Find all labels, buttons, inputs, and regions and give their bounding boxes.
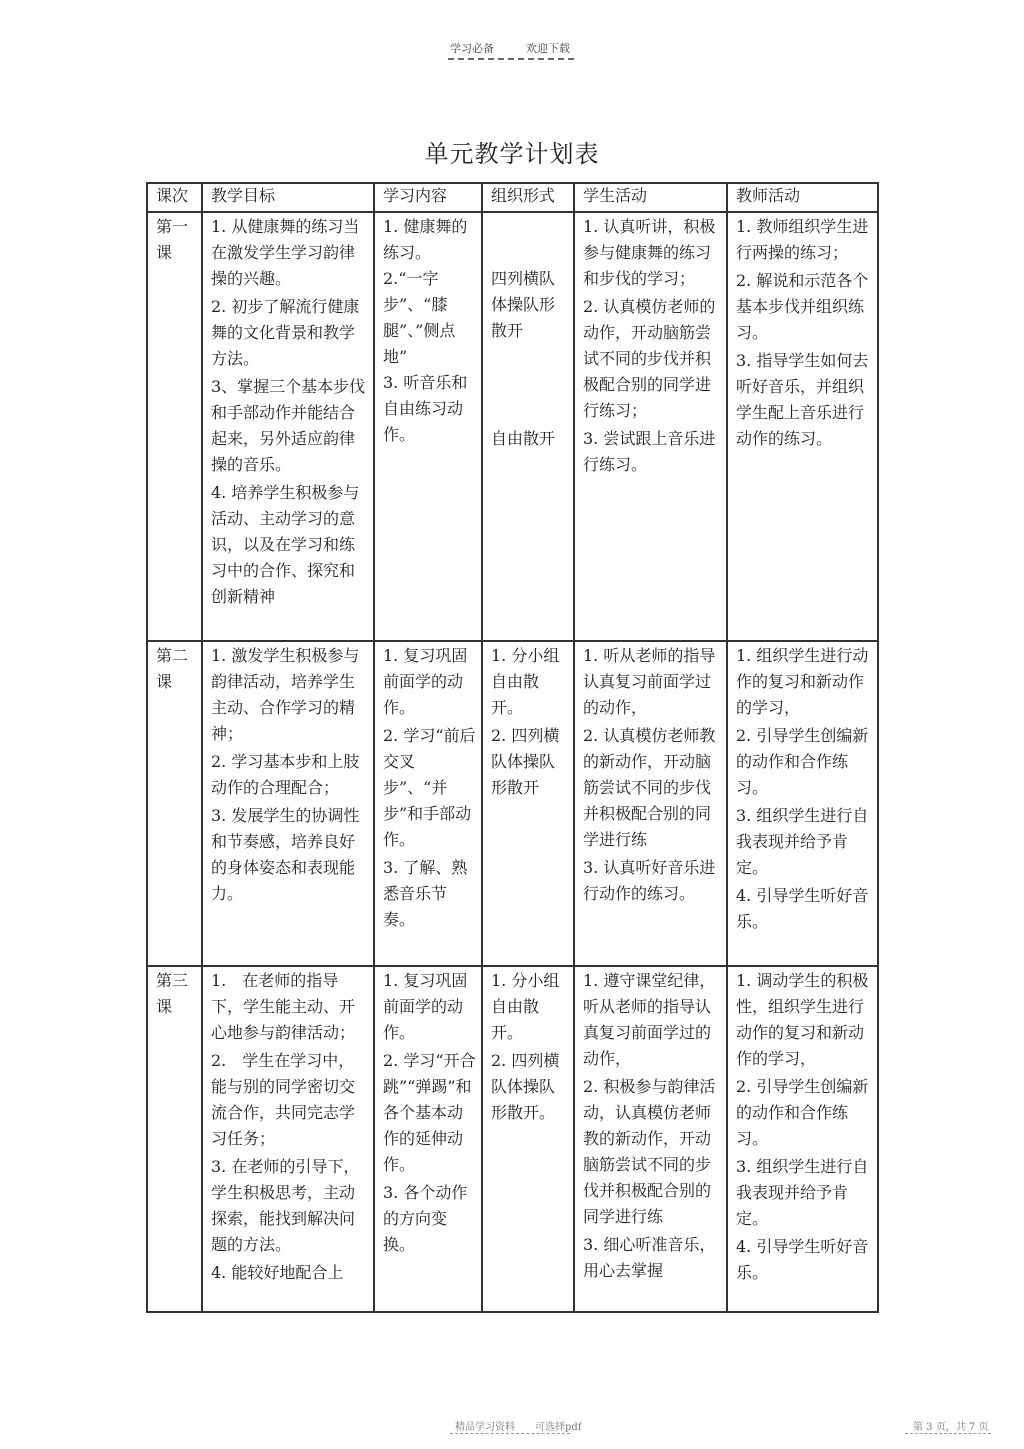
- header-rule: [448, 58, 574, 60]
- teacher-activity-item: 4. 引导学生听好音乐。: [736, 1237, 869, 1282]
- teacher-activity-item: 3. 指导学生如何去听好音乐，并组织学生配上音乐进行动作的练习。: [736, 351, 869, 448]
- content-item: 3. 各个动作的方向变换。: [383, 1183, 468, 1254]
- lesson-row-1: [147, 212, 878, 641]
- goal-item: 3. 在老师的引导下，学生积极思考，主动探索，能找到解决问题的方法。: [211, 1157, 360, 1254]
- content-item: 2. 学习“前后交叉步”、“并步”和手部动作。: [383, 726, 476, 849]
- goal-item: 1. 激发学生积极参与韵律活动，培养学生主动、合作学习的精神；: [211, 646, 360, 743]
- student-activity-item: 1. 遵守课堂纪律，听从老师的指导认真复习前面学过的动作，: [583, 971, 716, 1068]
- lesson-label: 第三课: [147, 966, 202, 1312]
- organization-item: 1. 分小组自由散开。: [491, 971, 560, 1042]
- teacher-activity-item: 3. 组织学生进行自我表现并给予肯定。: [736, 1157, 869, 1228]
- footer-left-rule: [450, 1433, 570, 1434]
- goal-item: 1. 从健康舞的练习当在激发学生学习韵律操的兴趣。: [211, 217, 360, 288]
- teacher-activity-cell: [727, 966, 878, 1312]
- content-item: 2. 学习“开合跳”“弹踢”和各个基本动作的延伸动作。: [383, 1051, 476, 1174]
- content-item: 3. 听音乐和自由练习动作。: [383, 373, 468, 444]
- lesson-label: 第一课: [147, 212, 202, 641]
- student-activity-item: 2. 认真模仿老师的动作，开动脑筋尝试不同的步伐并积极配合别的同学进行练习；: [583, 297, 716, 420]
- teacher-activity-item: 2. 引导学生创编新的动作和合作练习。: [736, 726, 869, 797]
- lesson-row-3: [147, 966, 878, 1312]
- header-lesson: 课次: [147, 183, 202, 212]
- teacher-activity-item: 1. 组织学生进行动作的复习和新动作的学习，: [736, 646, 869, 717]
- teacher-activity-cell: [727, 212, 878, 641]
- teacher-activity-item: 2. 引导学生创编新的动作和合作练习。: [736, 1077, 869, 1148]
- goals-cell: [202, 641, 374, 966]
- teacher-activity-item: 1. 调动学生的积极性，组织学生进行动作的复习和新动作的学习，: [736, 971, 869, 1068]
- teacher-activity-item: 4. 引导学生听好音乐。: [736, 886, 869, 931]
- teacher-activity-item: 2. 解说和示范各个基本步伐并组织练习。: [736, 271, 869, 342]
- goal-item: 2. 学生在学习中，能与别的同学密切交流合作，共同完志学习任务；: [211, 1051, 356, 1148]
- organization-cell: [482, 641, 574, 966]
- table-header-row: [147, 183, 878, 212]
- footer-page-number: 第 3 页，共 7 页: [913, 1422, 989, 1433]
- content-item: 2.“一字步”、“膝腿”、”侧点地”: [383, 269, 456, 366]
- header-right-text: 欢迎下载: [526, 42, 570, 55]
- header-content: 学习内容: [374, 183, 482, 212]
- goals-cell: [202, 966, 374, 1312]
- organization-cell: [482, 966, 574, 1312]
- lesson-label: 第二课: [147, 641, 202, 966]
- student-activity-item: 3. 细心听准音乐，用心去掌握: [583, 1235, 716, 1280]
- content-cell: [374, 966, 482, 1312]
- goal-item: 4. 能较好地配合上: [211, 1263, 344, 1282]
- organization-item: 四列横队体操队形散开: [491, 269, 556, 340]
- goal-item: 3、掌握三个基本步伐和手部动作并能结合起来，另外适应韵律操的音乐。: [211, 377, 366, 474]
- content-item: 1. 复习巩固前面学的动作。: [383, 646, 468, 717]
- organization-item: 2. 四列横队体操队形散开: [491, 726, 560, 797]
- teacher-activity-item: 3. 组织学生进行自我表现并给予肯定。: [736, 806, 869, 877]
- goal-item: 2. 初步了解流行健康舞的文化背景和教学方法。: [211, 297, 360, 368]
- organization-item: 自由散开: [491, 429, 556, 448]
- footer-left-text: 精品学习资料 可选择pdf: [455, 1422, 582, 1433]
- footer-right-rule: [905, 1433, 991, 1434]
- student-activity-item: 3. 认真听好音乐进行动作的练习。: [583, 858, 716, 903]
- unit-plan-table: [146, 182, 879, 1313]
- teacher-activity-item: 1. 教师组织学生进行两操的练习；: [736, 217, 869, 262]
- header-organization: 组织形式: [482, 183, 574, 212]
- goal-item: 4. 培养学生积极参与活动、主动学习的意识，以及在学习和练习中的合作、探究和创新精神: [211, 483, 360, 606]
- content-item: 3. 了解、熟悉音乐节奏。: [383, 858, 468, 929]
- content-item: 1. 复习巩固前面学的动作。: [383, 971, 468, 1042]
- student-activity-cell: [574, 212, 727, 641]
- student-activity-item: 1. 听从老师的指导认真复习前面学过的动作，: [583, 646, 716, 717]
- header-goals: 教学目标: [202, 183, 374, 212]
- content-cell: [374, 641, 482, 966]
- document-title: 单元教学计划表: [424, 140, 600, 168]
- header-left-text: 学习必备: [450, 42, 494, 55]
- goal-item: 1. 在老师的指导下，学生能主动、开心地参与韵律活动；: [211, 971, 356, 1042]
- goal-item: 2. 学习基本步和上肢动作的合理配合；: [211, 752, 360, 797]
- organization-item: 1. 分小组自由散开。: [491, 646, 560, 717]
- student-activity-cell: [574, 641, 727, 966]
- student-activity-item: 2. 认真模仿老师教的新动作，开动脑筋尝试不同的步伐并积极配合别的同学进行练: [583, 726, 716, 849]
- header-teacher-activity: 教师活动: [727, 183, 878, 212]
- goal-item: 3. 发展学生的协调性和节奏感，培养良好的身体姿态和表现能力。: [211, 806, 360, 903]
- content-item: 1. 健康舞的练习。: [383, 217, 468, 262]
- teacher-activity-cell: [727, 641, 878, 966]
- lesson-row-2: [147, 641, 878, 966]
- content-cell: [374, 212, 482, 641]
- organization-cell: [482, 212, 574, 641]
- student-activity-item: 2. 积极参与韵律活动，认真模仿老师教的新动作，开动脑筋尝试不同的步伐并积极配合别的同学进行练: [583, 1077, 716, 1226]
- student-activity-item: 3. 尝试跟上音乐进行练习。: [583, 429, 716, 474]
- student-activity-cell: [574, 966, 727, 1312]
- goals-cell: [202, 212, 374, 641]
- header-student-activity: 学生活动: [574, 183, 727, 212]
- student-activity-item: 1. 认真听讲，积极参与健康舞的练习和步伐的学习；: [583, 217, 716, 288]
- organization-item: 2. 四列横队体操队形散开。: [491, 1051, 560, 1122]
